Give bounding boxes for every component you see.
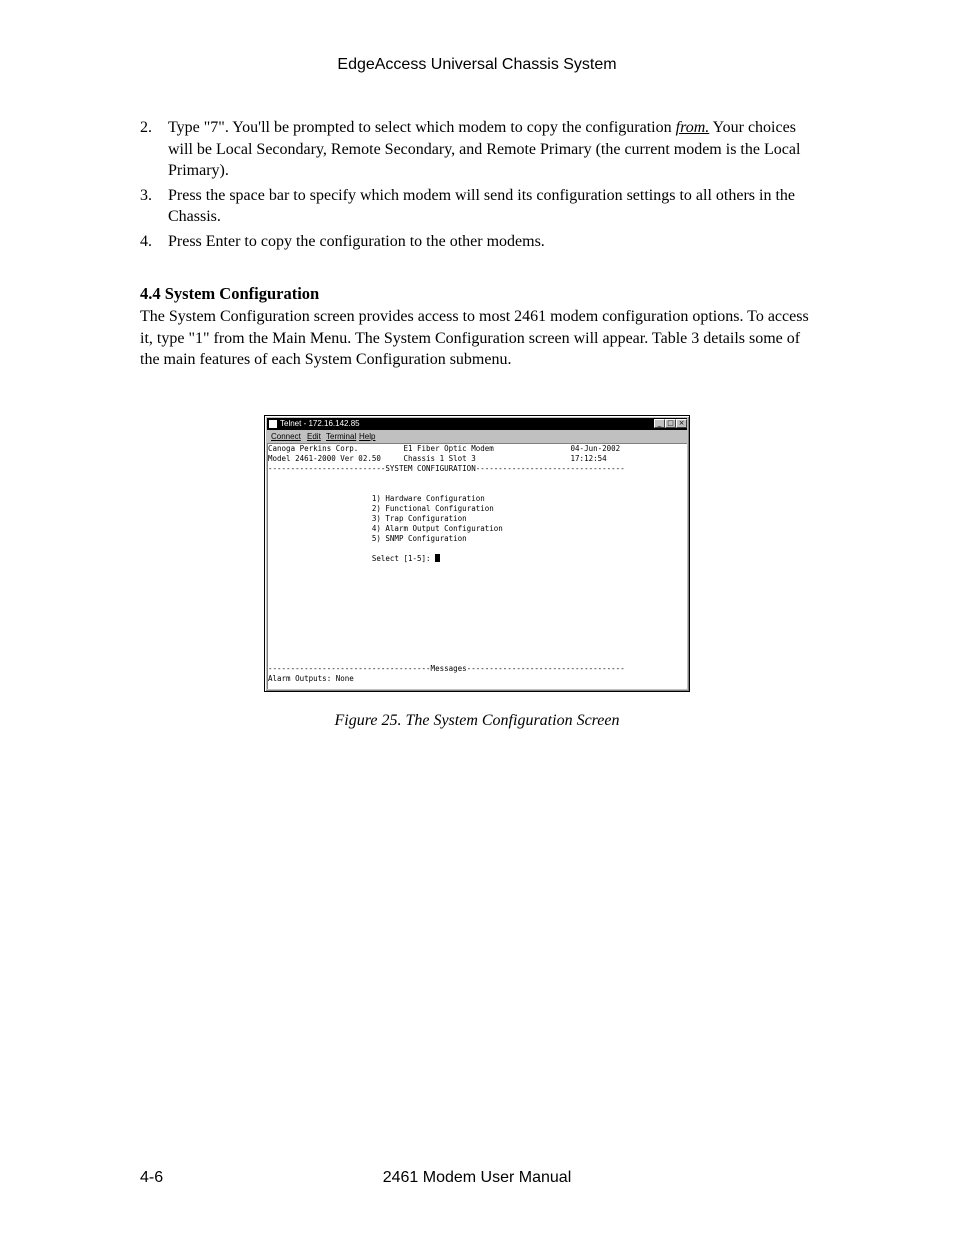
section-heading: 4.4 System Configuration	[140, 284, 320, 303]
window-titlebar	[267, 418, 687, 430]
text-cursor	[435, 554, 440, 562]
terminal-line: Select [1-5]:	[268, 554, 440, 564]
terminal-line: 3) Trap Configuration	[268, 514, 467, 523]
step-item	[140, 185, 820, 228]
step-text: Press Enter to copy the configuration to the other modems.	[168, 232, 545, 250]
telnet-window-screenshot	[264, 415, 690, 692]
minimize-icon[interactable]: _	[654, 419, 665, 428]
terminal-line: Alarm Outputs: None	[268, 674, 354, 683]
step-number: 3.	[140, 186, 152, 204]
terminal-line: --------------------------SYSTEM CONFIGURATION---------------------------------	[268, 464, 625, 473]
step-text-continued: Your choices will be Local Secondary, Remote Secondary, and Remote Primary (the current modem is the Local Primary).	[168, 119, 801, 179]
step-text: Press the space bar to specify which modem will send its configuration settings to all others in the Chassis.	[168, 186, 795, 225]
maximize-icon[interactable]: □	[665, 419, 676, 428]
step-emphasis: from.	[675, 119, 710, 136]
menu-help[interactable]: Help	[359, 432, 376, 441]
terminal-screen[interactable]	[267, 443, 687, 689]
menu-terminal[interactable]: Terminal	[326, 432, 357, 441]
terminal-line: 1) Hardware Configuration	[268, 494, 485, 503]
running-header: EdgeAccess Universal Chassis System	[337, 56, 617, 73]
step-item	[140, 117, 820, 182]
menu-edit[interactable]: Edit	[307, 432, 321, 441]
footer-title: 2461 Modem User Manual	[382, 1169, 572, 1186]
terminal-line: Canoga Perkins Corp. E1 Fiber Optic Modem 04-Jun-2002	[268, 444, 621, 453]
app-icon	[269, 420, 277, 428]
window-menubar	[267, 431, 687, 442]
step-number: 2.	[140, 119, 152, 136]
step-number: 4.	[140, 232, 152, 250]
page-number: 4-6	[140, 1169, 164, 1186]
step-text: Type "7". You'll be prompted to select which modem to copy the configuration	[168, 119, 676, 136]
terminal-line: 2) Functional Configuration	[268, 504, 494, 513]
figure-caption: Figure 25. The System Configuration Screen	[334, 712, 620, 729]
terminal-line: Model 2461-2000 Ver 02.50 Chassis 1 Slot 3 17:12:54	[268, 454, 607, 463]
terminal-line: 4) Alarm Output Configuration	[268, 524, 503, 533]
terminal-line: ------------------------------------Messages-----------------------------------	[268, 664, 625, 673]
numbered-steps	[140, 117, 820, 255]
section-body: The System Configuration screen provides access to most 2461 modem configuration options. To access it, type "1" from the Main Menu. The System Configuration screen will appear. Table 3 details some of the main features of each System Configuration submenu.	[140, 308, 809, 368]
close-icon[interactable]: ×	[676, 419, 687, 428]
window-title: Telnet - 172.16.142.85	[280, 419, 360, 428]
terminal-line: 5) SNMP Configuration	[268, 534, 467, 543]
menu-connect[interactable]: Connect	[271, 432, 301, 441]
step-item	[140, 231, 820, 253]
